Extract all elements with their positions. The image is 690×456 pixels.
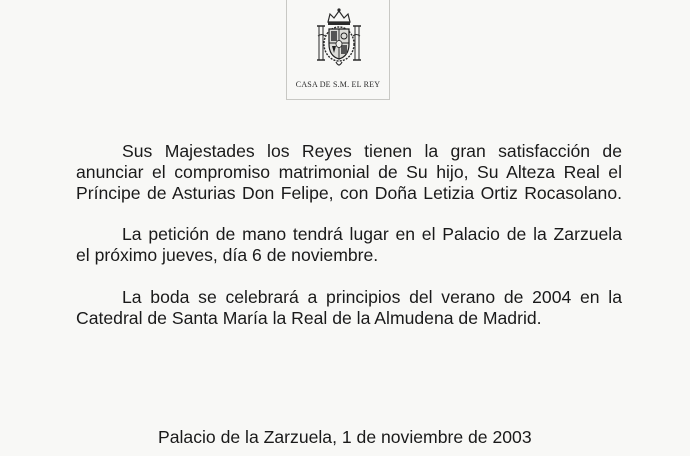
royal-coat-of-arms-icon xyxy=(316,6,362,70)
announcement-paragraph-2 xyxy=(76,224,622,266)
paragraph-line: anunciar el compromiso matrimonial de Su hijo, Su Alteza Real el xyxy=(76,162,622,182)
announcement-paragraph-3 xyxy=(76,287,622,329)
paragraph-line: Príncipe de Asturias Don Felipe, con Doña Letizia Ortiz Rocasolano. xyxy=(76,183,622,203)
letterhead xyxy=(286,0,390,100)
place-and-date: Palacio de la Zarzuela, 1 de noviembre de 2003 xyxy=(158,427,532,447)
paragraph-line: Sus Majestades los Reyes tienen la gran satisfacción de xyxy=(122,141,622,161)
paragraph-line: Catedral de Santa María la Real de la Almudena de Madrid. xyxy=(76,308,542,328)
paragraph-line: La petición de mano tendrá lugar en el Palacio de la Zarzuela xyxy=(122,224,622,244)
announcement-paragraph-1 xyxy=(76,141,622,204)
house-name: CASA DE S.M. EL REY xyxy=(295,80,381,89)
paragraph-line: el próximo jueves, día 6 de noviembre. xyxy=(76,245,379,265)
paragraph-line: La boda se celebrará a principios del verano de 2004 en la xyxy=(122,287,622,307)
